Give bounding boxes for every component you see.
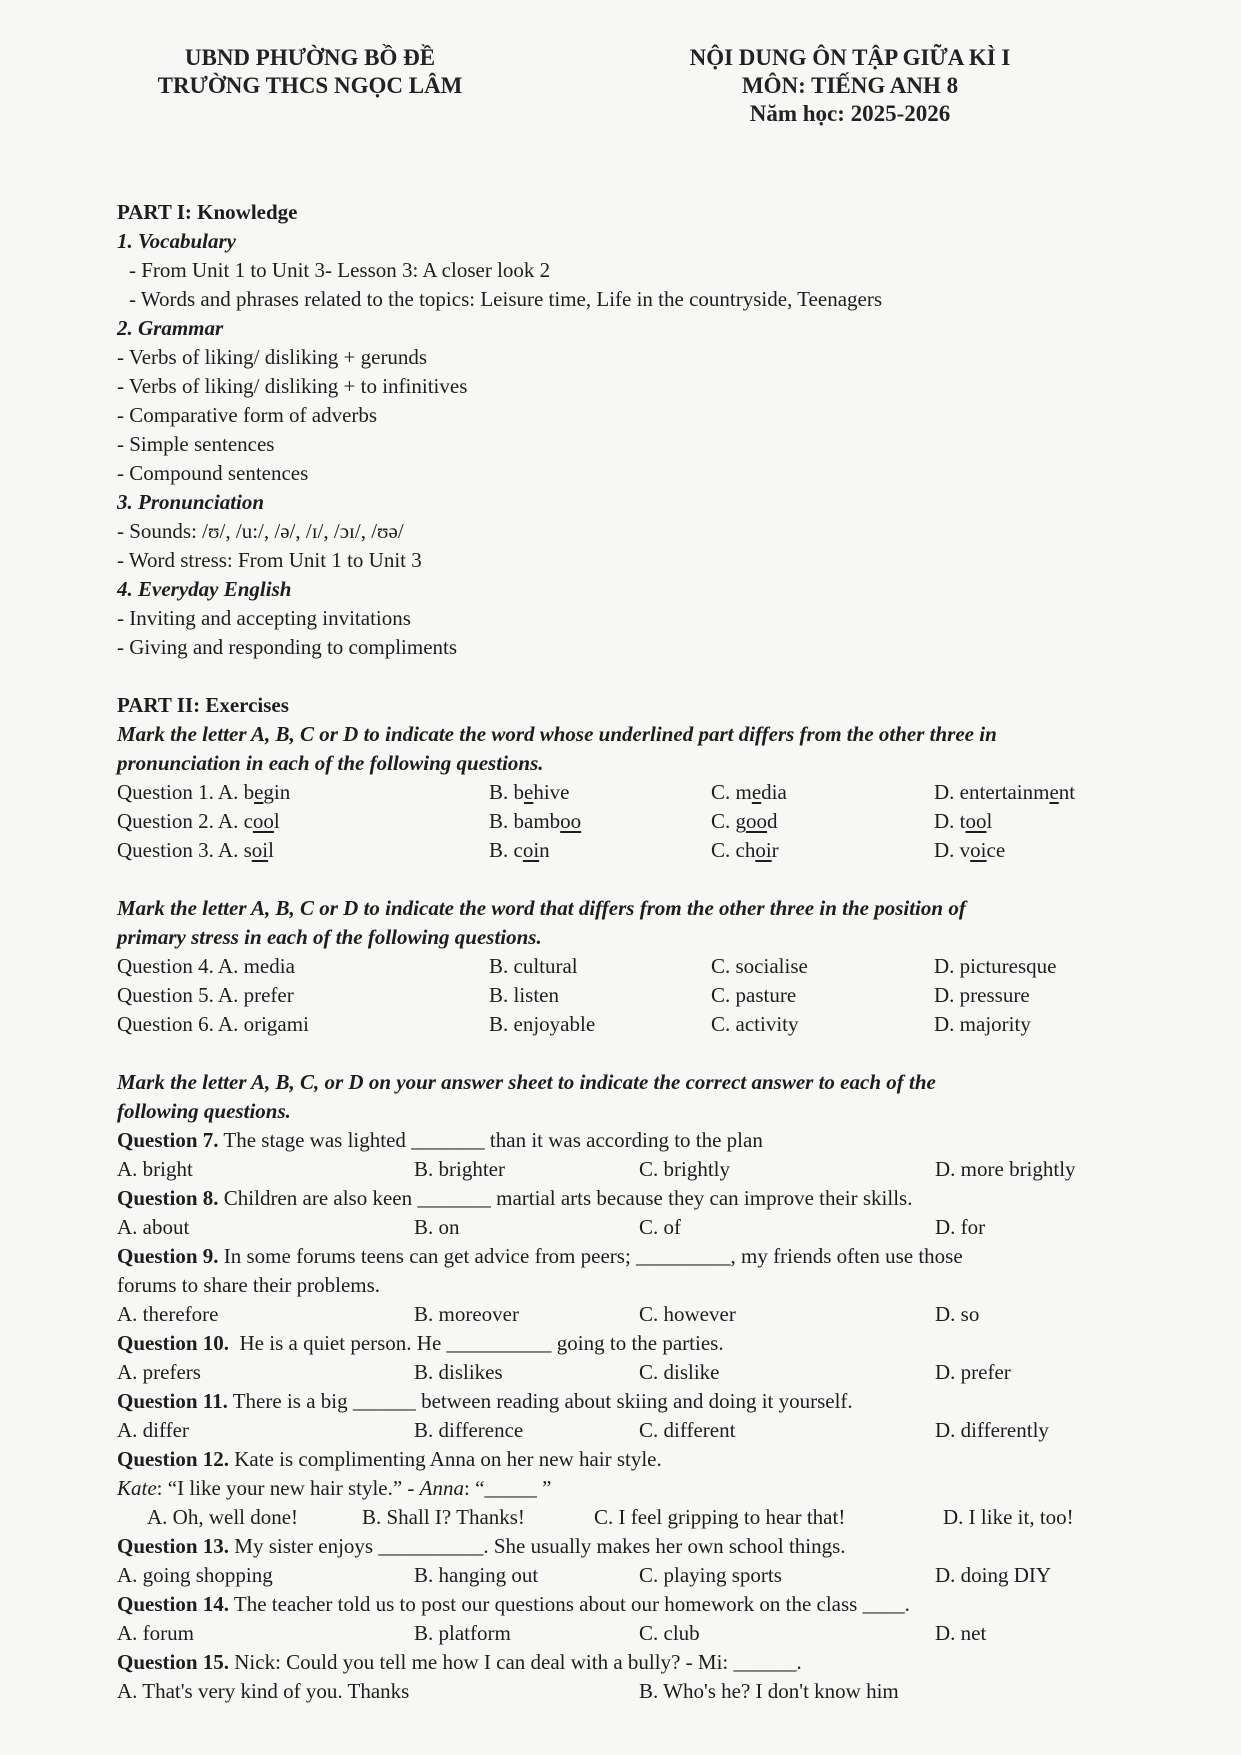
- option-a: A. therefore: [117, 1302, 219, 1326]
- everyday-item: - Giving and responding to compliments: [117, 635, 458, 659]
- option-d: D. prefer: [935, 1360, 1011, 1384]
- speaker-anna: Anna: [419, 1476, 464, 1500]
- pronunciation-item: - Word stress: From Unit 1 to Unit 3: [117, 548, 422, 572]
- question-6: Question 6. A. origami: [117, 1012, 309, 1036]
- option-a: A. going shopping: [117, 1563, 273, 1587]
- dialogue-reply: : “_____ ”: [464, 1476, 552, 1500]
- option-c: C. different: [639, 1418, 736, 1442]
- option-b: B. listen: [489, 983, 560, 1007]
- option-b: B. behive: [489, 780, 570, 804]
- question-11: [117, 1387, 1177, 1416]
- grammar-item: - Verbs of liking/ disliking + to infinitives: [117, 374, 468, 398]
- header-subject: MÔN: TIẾNG ANH 8: [741, 73, 959, 98]
- question-row: [117, 778, 1177, 807]
- question-text: Children are also keen _______ martial arts because they can improve their skills.: [218, 1186, 913, 1210]
- header-ward: UBND PHƯỜNG BỒ ĐỀ: [184, 45, 436, 70]
- option-d: D. picturesque: [934, 954, 1057, 978]
- option-b: B. coin: [489, 838, 550, 862]
- option-c: C. playing sports: [639, 1563, 782, 1587]
- question-4: Question 4. A. media: [117, 954, 295, 978]
- question-row: [117, 836, 1177, 865]
- question-12: [117, 1445, 1177, 1474]
- dialogue-text: : “I like your new hair style.” -: [156, 1476, 420, 1500]
- question-15: [117, 1648, 1177, 1677]
- option-c: C. club: [639, 1621, 700, 1645]
- everyday-item: - Inviting and accepting invitations: [117, 606, 411, 630]
- option-b: B. enjoyable: [489, 1012, 596, 1036]
- option-b: B. Who's he? I don't know him: [639, 1679, 899, 1703]
- vocab-item: - Words and phrases related to the topics: Leisure time, Life in the countryside, Teenagers: [129, 287, 882, 311]
- everyday-title: 4. Everyday English: [117, 577, 292, 601]
- question-label: Question 8.: [117, 1186, 219, 1210]
- header-year: Năm học: 2025-2026: [749, 101, 951, 126]
- vocab-title: 1. Vocabulary: [117, 229, 237, 253]
- options-row: [117, 1416, 1177, 1445]
- question-row: [117, 981, 1177, 1010]
- section2-instruction: Mark the letter A, B, C or D to indicate the word that differs from the other three in the position of: [117, 896, 966, 920]
- question-text: He is a quiet person. He __________ going to the parties.: [229, 1331, 724, 1355]
- part1-title: PART I: Knowledge: [117, 200, 298, 224]
- option-d: D. pressure: [934, 983, 1030, 1007]
- options-row: [117, 1155, 1177, 1184]
- option-c: C. I feel gripping to hear that!: [594, 1505, 846, 1529]
- option-b: B. dislikes: [414, 1360, 503, 1384]
- options-row: [117, 1561, 1177, 1590]
- question-9: [117, 1242, 1177, 1271]
- question-label: Question 13.: [117, 1534, 230, 1558]
- options-row: [117, 1619, 1177, 1648]
- options-row: [117, 1300, 1177, 1329]
- option-d: D. so: [935, 1302, 980, 1326]
- option-a: A. That's very kind of you. Thanks: [117, 1679, 410, 1703]
- question-10: [117, 1329, 1177, 1358]
- question-text: Nick: Could you tell me how I can deal with a bully? - Mi: ______.: [229, 1650, 802, 1674]
- speaker-kate: Kate: [117, 1476, 157, 1500]
- question-5: Question 5. A. prefer: [117, 983, 294, 1007]
- option-a: A. about: [117, 1215, 190, 1239]
- option-c: C. brightly: [639, 1157, 731, 1181]
- option-d: D. tool: [934, 809, 993, 833]
- vocab-item: - From Unit 1 to Unit 3- Lesson 3: A closer look 2: [129, 258, 551, 282]
- question-label: Question 9.: [117, 1244, 219, 1268]
- option-b: B. cultural: [489, 954, 578, 978]
- question-13: [117, 1532, 1177, 1561]
- header-title: NỘI DUNG ÔN TẬP GIỮA KÌ I: [689, 45, 1011, 70]
- question-text: Kate is complimenting Anna on her new hair style.: [229, 1447, 662, 1471]
- option-d: D. more brightly: [935, 1157, 1076, 1181]
- question-label: Question 7.: [117, 1128, 219, 1152]
- header-school: TRƯỜNG THCS NGỌC LÂM: [157, 73, 463, 98]
- options-row: [117, 1677, 1177, 1706]
- option-a: A. prefers: [117, 1360, 201, 1384]
- option-c: C. of: [639, 1215, 681, 1239]
- section3-instruction: Mark the letter A, B, C, or D on your answer sheet to indicate the correct answer to each of the: [117, 1070, 936, 1094]
- question-label: Question 15.: [117, 1650, 230, 1674]
- question-1: Question 1. A. begin: [117, 780, 291, 804]
- option-a: A. differ: [117, 1418, 189, 1442]
- question-label: Question 11.: [117, 1389, 228, 1413]
- options-row: [117, 1213, 1177, 1242]
- section1-instruction: Mark the letter A, B, C or D to indicate the word whose underlined part differs from the other three in: [117, 722, 997, 746]
- option-b: B. on: [414, 1215, 460, 1239]
- option-b: B. difference: [414, 1418, 524, 1442]
- main-content: [117, 198, 1177, 1706]
- question-label: Question 10.: [117, 1331, 230, 1355]
- option-c: C. choir: [711, 838, 779, 862]
- question-text: In some forums teens can get advice from peers; _________, my friends often use those: [218, 1244, 963, 1268]
- question-text: The stage was lighted _______ than it was according to the plan: [218, 1128, 763, 1152]
- question-8: [117, 1184, 1177, 1213]
- question-2: Question 2. A. cool: [117, 809, 280, 833]
- question-label: Question 14.: [117, 1592, 230, 1616]
- option-c: C. media: [711, 780, 787, 804]
- option-d: D. differently: [935, 1418, 1049, 1442]
- option-d: D. voice: [934, 838, 1006, 862]
- question-row: [117, 952, 1177, 981]
- pronunciation-title: 3. Pronunciation: [117, 490, 265, 514]
- question-14: [117, 1590, 1177, 1619]
- option-a: A. bright: [117, 1157, 193, 1181]
- question-text-cont: forums to share their problems.: [117, 1273, 381, 1297]
- question-text: My sister enjoys __________. She usually makes her own school things.: [229, 1534, 846, 1558]
- grammar-title: 2. Grammar: [117, 316, 224, 340]
- question-row: [117, 807, 1177, 836]
- option-c: C. socialise: [711, 954, 808, 978]
- section3-instruction-cont: following questions.: [117, 1099, 291, 1123]
- option-d: D. I like it, too!: [943, 1505, 1074, 1529]
- option-c: C. good: [711, 809, 778, 833]
- school-header: [140, 44, 480, 100]
- exam-header: [640, 44, 1060, 128]
- option-c: C. pasture: [711, 983, 797, 1007]
- question-row: [117, 1010, 1177, 1039]
- section1-instruction-cont: pronunciation in each of the following questions.: [117, 751, 544, 775]
- option-b: B. bamboo: [489, 809, 582, 833]
- question-7: [117, 1126, 1177, 1155]
- option-a: A. Oh, well done!: [147, 1505, 299, 1529]
- options-row: [117, 1503, 1177, 1532]
- option-c: C. however: [639, 1302, 736, 1326]
- option-d: D. majority: [934, 1012, 1031, 1036]
- question-3: Question 3. A. soil: [117, 838, 274, 862]
- part2-title: PART II: Exercises: [117, 693, 289, 717]
- option-b: B. hanging out: [414, 1563, 539, 1587]
- grammar-item: - Compound sentences: [117, 461, 309, 485]
- option-c: C. dislike: [639, 1360, 720, 1384]
- option-d: D. for: [935, 1215, 986, 1239]
- question-text: There is a big ______ between reading about skiing and doing it yourself.: [227, 1389, 853, 1413]
- option-d: D. entertainment: [934, 780, 1076, 804]
- option-d: D. net: [935, 1621, 987, 1645]
- option-b: B. platform: [414, 1621, 511, 1645]
- pronunciation-item: - Sounds: /ʊ/, /u:/, /ə/, /ɪ/, /ɔɪ/, /ʊə/: [117, 519, 404, 543]
- option-b: B. moreover: [414, 1302, 519, 1326]
- section2-instruction-cont: primary stress in each of the following questions.: [117, 925, 542, 949]
- grammar-item: - Verbs of liking/ disliking + gerunds: [117, 345, 428, 369]
- option-c: C. activity: [711, 1012, 799, 1036]
- option-b: B. Shall I? Thanks!: [362, 1505, 525, 1529]
- question-label: Question 12.: [117, 1447, 230, 1471]
- grammar-item: - Comparative form of adverbs: [117, 403, 378, 427]
- dialogue-line: [117, 1474, 1177, 1503]
- question-text: The teacher told us to post our questions about our homework on the class ____.: [229, 1592, 910, 1616]
- option-b: B. brighter: [414, 1157, 505, 1181]
- grammar-item: - Simple sentences: [117, 432, 275, 456]
- option-a: A. forum: [117, 1621, 194, 1645]
- option-d: D. doing DIY: [935, 1563, 1052, 1587]
- options-row: [117, 1358, 1177, 1387]
